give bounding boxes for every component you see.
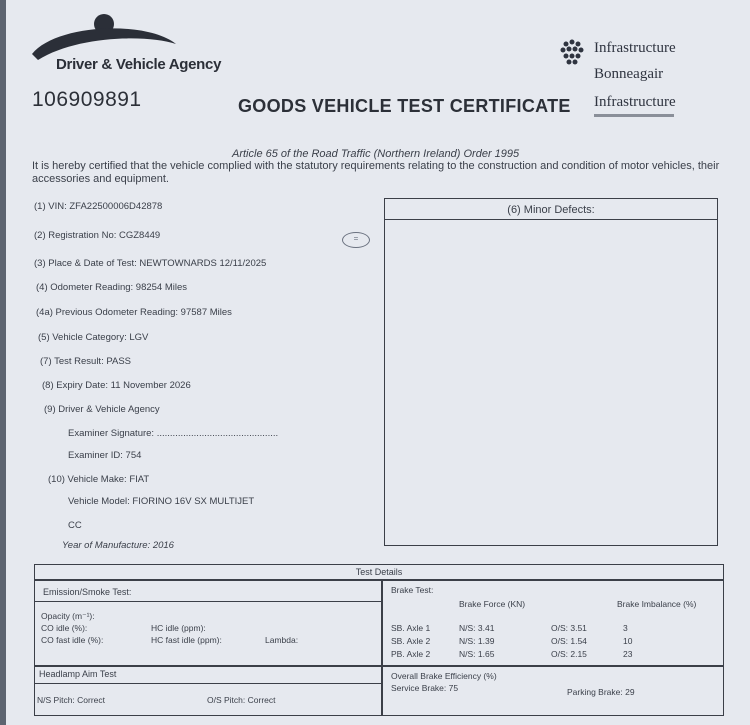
headlamp-ns-pitch: N/S Pitch: Correct (37, 695, 106, 705)
brake-force-heading: Brake Force (KN) (459, 599, 526, 609)
divider (35, 683, 381, 684)
field-result: (7) Test Result: PASS (40, 356, 131, 367)
dots-emblem-icon (558, 38, 590, 66)
infra-word-1: Infrastructure (594, 40, 676, 56)
field-odometer: (4) Odometer Reading: 98254 Miles (36, 282, 188, 293)
agency-name: Driver & Vehicle Agency (56, 56, 222, 73)
brake-heading: Brake Test: (391, 585, 434, 595)
field-examiner-id: Examiner ID: 754 (68, 450, 142, 461)
article-reference: Article 65 of the Road Traffic (Northern Ireland) Order 1995 (232, 148, 520, 160)
divider (381, 579, 383, 715)
brake-row-ns: N/S: 1.39 (459, 636, 495, 646)
brake-row-imbalance: 23 (623, 649, 633, 659)
field-place-date: (3) Place & Date of Test: NEWTOWNARDS 12/11/2025 (34, 258, 267, 269)
field-vin: (1) VIN: ZFA22500006D42878 (34, 201, 163, 212)
minor-defects-box (384, 198, 718, 546)
field-expiry: (8) Expiry Date: 11 November 2026 (42, 380, 191, 391)
test-details-box (34, 564, 724, 716)
infra-word-3: Infrastructure (594, 94, 676, 110)
field-make: (10) Vehicle Make: FIAT (48, 474, 150, 485)
emission-lambda: Lambda: (265, 635, 299, 645)
infrastructure-logo (554, 38, 704, 128)
emission-hc-fast: HC fast idle (ppm): (151, 635, 222, 645)
infra-word-2: Bonneagair (594, 66, 664, 82)
brake-row-axle: SB. Axle 2 (391, 636, 431, 646)
brake-row-axle: PB. Axle 2 (391, 649, 431, 659)
circled-mark: = (342, 232, 370, 248)
field-category: (5) Vehicle Category: LGV (38, 332, 149, 343)
efficiency-service: Service Brake: 75 (391, 683, 459, 693)
divider (35, 579, 723, 581)
emission-co-fast: CO fast idle (%): (41, 635, 104, 645)
emission-co-idle: CO idle (%): (41, 623, 88, 633)
efficiency-parking: Parking Brake: 29 (567, 687, 635, 697)
field-model: Vehicle Model: FIORINO 16V SX MULTIJET (68, 496, 255, 507)
certificate-page (6, 0, 750, 725)
field-registration: (2) Registration No: CGZ8449 (34, 230, 161, 241)
brake-row-imbalance: 10 (623, 636, 633, 646)
field-examiner-signature: Examiner Signature: .............................................. (68, 428, 279, 439)
test-details-heading: Test Details (355, 567, 403, 577)
headlamp-heading: Headlamp Aim Test (39, 669, 117, 679)
divider (35, 601, 381, 602)
divider (35, 665, 723, 667)
efficiency-heading: Overall Brake Efficiency (%) (391, 671, 497, 681)
emission-heading: Emission/Smoke Test: (43, 587, 132, 597)
brake-row-ns: N/S: 3.41 (459, 623, 495, 633)
minor-defects-heading: (6) Minor Defects: (385, 199, 717, 220)
brake-row-imbalance: 3 (623, 623, 628, 633)
certification-statement: It is hereby certified that the vehicle complied with the statutory requirements relating to the construction and condition of motor vehicles, their accessories and equipment. (32, 160, 720, 185)
page-title: GOODS VEHICLE TEST CERTIFICATE (238, 96, 571, 116)
dva-logo (26, 10, 236, 76)
field-year: Year of Manufacture: 2016 (62, 540, 174, 551)
brake-row-os: O/S: 2.15 (551, 649, 587, 659)
field-agency: (9) Driver & Vehicle Agency (44, 404, 160, 415)
brake-row-ns: N/S: 1.65 (459, 649, 495, 659)
field-cc: CC (68, 520, 82, 531)
infra-url-line (594, 114, 674, 117)
certificate-number: 106909891 (32, 88, 142, 111)
brake-row-os: O/S: 1.54 (551, 636, 587, 646)
emission-opacity: Opacity (m⁻¹): (41, 611, 95, 621)
field-prev-odometer: (4a) Previous Odometer Reading: 97587 Miles (36, 307, 232, 318)
brake-imbalance-heading: Brake Imbalance (%) (617, 599, 697, 609)
brake-row-os: O/S: 3.51 (551, 623, 587, 633)
brake-row-axle: SB. Axle 1 (391, 623, 431, 633)
emission-hc-idle: HC idle (ppm): (151, 623, 206, 633)
headlamp-os-pitch: O/S Pitch: Correct (207, 695, 276, 705)
